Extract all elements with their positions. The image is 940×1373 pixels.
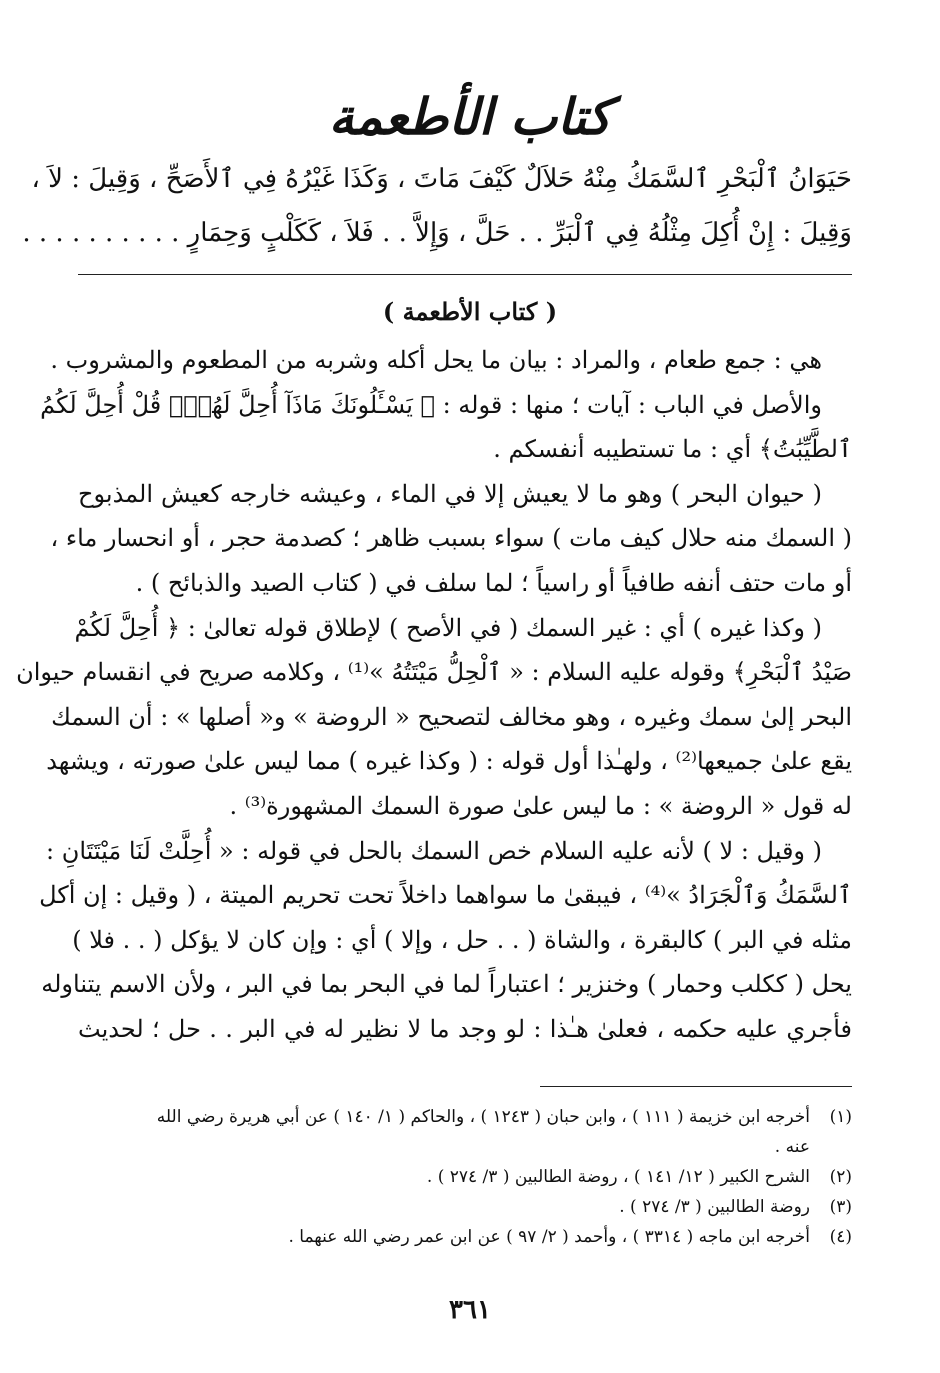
footnotes [78, 1102, 852, 1252]
matn-line: حَيَوَانُ ٱلْبَحْرِ ٱلسَّمَكُ مِنْهُ حَلاَلٌ كَيْفَ مَاتَ ، وَكَذَا غَيْرُهُ فِي ٱلأَصَحِّ ، وَقِيلَ : لاَ ، [31, 164, 852, 194]
footnote-text: أخرجه ابن خزيمة ( ١١١ ) ، وابن حبان ( ١٢٤٣ ) ، والحاكم ( ١/ ١٤٠ ) عن أبي هريرة رضي الله [156, 1107, 810, 1127]
commentary-line: البحر إلىٰ سمك وغيره ، وهو مخالف لتصحيح « الروضة » و« أصلها » : أن السمك [51, 702, 852, 731]
footnote-text: أخرجه ابن ماجه ( ٣٣١٤ ) ، وأحمد ( ٢/ ٩٧ ) عن ابن عمر رضي الله عنهما . [288, 1227, 810, 1247]
matn-line: وَقِيلَ : إِنْ أُكِلَ مِثْلُهُ فِي ٱلْبَرِّ . . حَلَّ ، وَإِلاَّ . . فَلاَ ، كَكَلْبٍ وَحِمَارٍ . . . . . . . . . . [22, 218, 852, 248]
commentary-line: فأجري عليه حكمه ، فعلىٰ هـٰذا : لو وجد ما لا نظير له في البر . . حل ؛ لحديث [78, 1014, 852, 1043]
commentary-line: له قول « الروضة » : ما ليس علىٰ صورة السمك المشهورة⁽³⁾ . [229, 791, 852, 820]
commentary-line: صَيْدُ ٱلْبَحْرِ﴾ وقوله عليه السلام : « ٱلْحِلُّ مَيْتَتُهُ »⁽¹⁾ ، وكلامه صريح في انقسام حيوان [16, 658, 852, 687]
footnote-number: (٣) [829, 1197, 852, 1217]
footnote-3 [78, 1192, 852, 1222]
commentary-line: والأصل في الباب : آيات ؛ منها : قوله : ﴿ يَسْـَٔلُونَكَ مَاذَآ أُحِلَّ لَهُمْۖ قُلْ أُحِلَّ لَكُمُ [40, 390, 822, 419]
footnote-2 [78, 1162, 852, 1192]
footnote-number: (١) [829, 1107, 852, 1127]
commentary-line: ( حيوان البحر ) وهو ما لا يعيش إلا في الماء ، وعيشه خارجه كعيش المذبوح [78, 479, 822, 508]
commentary-line: ( السمك منه حلال كيف مات ) سواء بسبب ظاهر ؛ كصدمة حجر ، أو انحسار ماء ، [50, 524, 852, 553]
footnote-text: روضة الطالبين ( ٣/ ٢٧٤ ) . [619, 1197, 810, 1217]
commentary-line: ( وقيل : لا ) لأنه عليه السلام خص السمك بالحل في قوله : « أُحِلَّتْ لَنَا مَيْتَتَانِ : [46, 836, 822, 865]
commentary-line: ٱلطَّيِّبَٰتُ﴾ أي : ما تستطيبه أنفسكم . [493, 435, 852, 464]
commentary-line: أو مات حتف أنفه طافياً أو راسياً ؛ لما سلف في ( كتاب الصيد والذبائح ) . [135, 568, 852, 597]
page-number: ٣٦١ [449, 1295, 491, 1325]
commentary-line: هي : جمع طعام ، والمراد : بيان ما يحل أكله وشربه من المطعوم والمشروب . [50, 346, 822, 374]
commentary-line: يحل ( ككلب وحمار ) وخنزير ؛ اعتباراً لما في البحر بما في البر ، ولأن الاسم يتناوله [41, 970, 852, 999]
footnote-4 [78, 1222, 852, 1252]
commentary-line: ٱلسَّمَكُ وَٱلْجَرَادُ »⁽⁴⁾ ، فيبقىٰ ما سواهما داخلاً تحت تحريم الميتة ، ( وقيل : إن أكل [39, 881, 852, 910]
chapter-title: كتاب الأطعمة [328, 87, 612, 146]
commentary-line: ( وكذا غيره ) أي : غير السمك ( في الأصح ) لإطلاق قوله تعالىٰ : ﴿ أُحِلَّ لَكُمْ [74, 613, 822, 642]
footnote-divider [540, 1086, 852, 1087]
footnote-number: (٤) [829, 1227, 852, 1247]
footnote-text: الشرح الكبير ( ١٢/ ١٤١ ) ، روضة الطالبين ( ٣/ ٢٧٤ ) . [426, 1167, 810, 1187]
commentary-line: مثله في البر ) كالبقرة ، والشاة ( . . حل ، وإلا ) أي : وإن كان لا يؤكل ( . . فلا ) [72, 925, 852, 954]
matn-divider [78, 274, 852, 275]
matn-text [22, 152, 852, 260]
footnote-1 [78, 1102, 852, 1132]
commentary-line: يقع علىٰ جميعها⁽²⁾ ، ولهـٰذا أول قوله : ( وكذا غيره ) مما ليس علىٰ صورته ، ويشهد [46, 747, 852, 776]
footnote-1-continuation: عنه . [774, 1137, 810, 1157]
footnote-number: (٢) [829, 1167, 852, 1187]
commentary-text [16, 338, 852, 1052]
section-heading: ( كتاب الأطعمة ) [382, 297, 558, 326]
